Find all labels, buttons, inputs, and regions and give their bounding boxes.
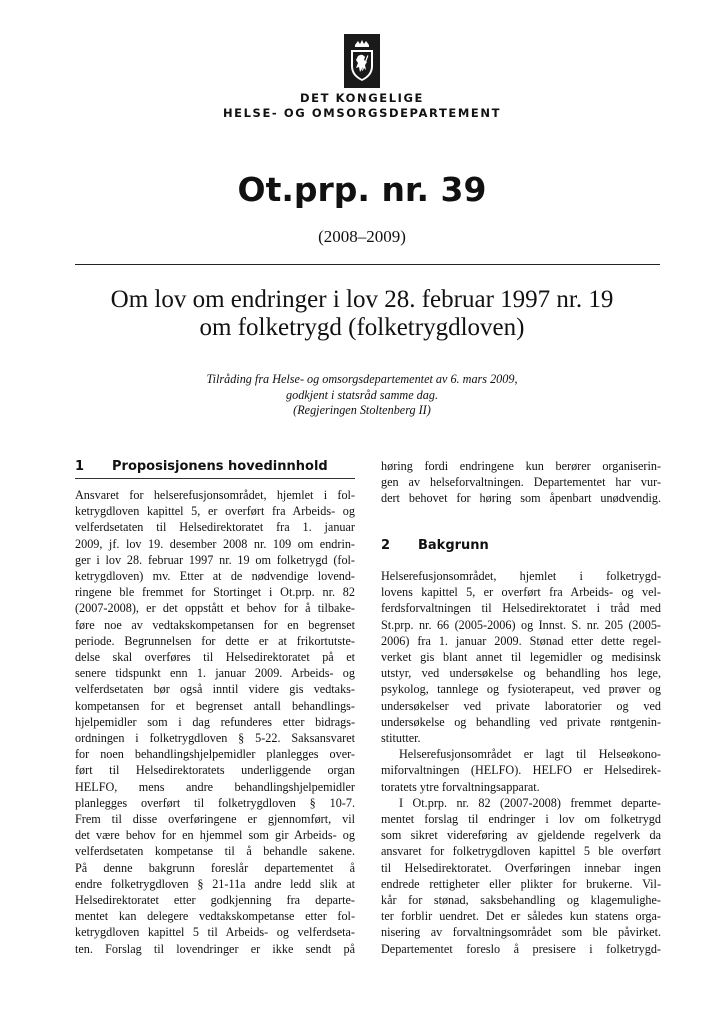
text-line: velferdsetaten til Helsedirektoratet fra 1. januar <box>75 520 355 535</box>
ministry-name-line2: HELSE- OG OMSORGSDEPARTEMENT <box>222 106 502 120</box>
ministry-name-line1: DET KONGELIGE <box>299 91 425 105</box>
text-line: planlegges overført til folketrygdloven § 10-7. <box>75 795 355 810</box>
section-1-continuation <box>381 458 661 507</box>
section-1-heading <box>75 459 328 475</box>
text-line: toratets ytre forvaltningsapparat. <box>381 779 540 794</box>
text-line: lovens kapittel 5, er overført fra Arbeids- og vel- <box>381 585 661 600</box>
text-line: Helserefusjonsområdet, hjemlet i folketrygd- <box>381 569 661 583</box>
text-line: som sikret videreføring av gjeldende regelverk da <box>381 828 661 843</box>
title-line: Om lov om endringer i lov 28. februar 1997 nr. 19 <box>110 286 614 313</box>
text-line: ordningen i folketrygdloven § 5-22. Saksansvaret <box>75 731 355 746</box>
section-1-rule <box>75 478 355 479</box>
text-line: Helserefusjonsområdet er lagt til Helseøkono- <box>399 747 661 762</box>
text-line: endrede rettigheter eller plikter for brukerne. Vil- <box>381 876 661 891</box>
text-line: mentet kan delegere vedtakskompetanse etter fol- <box>75 909 355 924</box>
text-line: undersøkelse og behandling ved private røntgenin- <box>381 714 661 729</box>
section-2-heading <box>381 538 489 554</box>
text-line: utstyr, ved undersøkelse og behandling hos lege, <box>381 666 661 681</box>
text-line: ketrygdloven kapittel 5 til Arbeids- og velferdseta- <box>75 925 355 940</box>
text-line: velferdsetaten bør også inntil videre gis vedtaks- <box>75 682 355 697</box>
document-title <box>60 286 664 342</box>
text-line: føre noe av vedtakskompetansen for en begrenset <box>75 617 355 632</box>
text-line: kår for stønad, saksbehandling og klagemulighe- <box>381 893 661 908</box>
text-line: gen av helseforvaltningen. Departementet har vur- <box>381 475 661 490</box>
text-line: ger i lov 28. februar 1997 nr. 19 om folketrygd (fol- <box>75 552 355 567</box>
tilrading-note <box>100 372 624 419</box>
text-line: til Helsedirektoratet. Overføringen innebar ingen <box>381 860 661 875</box>
text-line: ketrygdloven kapittel 5, er overført fra Arbeids- og <box>75 504 355 519</box>
text-line: Departementet foreslo å presisere i folketrygd- <box>381 941 661 956</box>
text-line: 2006) fra 1. januar 2009. Stønad etter dette regel- <box>381 633 661 648</box>
text-line: kompetansen for et begrenset antall behandlings- <box>75 698 355 713</box>
text-line: På denne bakgrunn foreslår departementet å <box>75 860 355 875</box>
title-divider <box>75 264 660 265</box>
document-number: Ot.prp. nr. 39 <box>237 170 487 209</box>
text-line: Frem til disse overføringene er gjennomført, vil <box>75 812 355 827</box>
text-line: velferdsetaten kompetanse til å behandle sakene. <box>75 844 355 859</box>
section-number: 2 <box>381 538 391 553</box>
text-line: ketrygdloven) mv. Etter at de nødvendige lovend- <box>75 569 355 584</box>
text-line: ferdsforvaltningen til Helsedirektoratet i tråd med <box>381 601 661 616</box>
text-line: St.prp. nr. 66 (2005-2006) og Innst. S. nr. 205 (2005- <box>381 617 661 632</box>
text-line: I Ot.prp. nr. 82 (2007-2008) fremmet departe- <box>399 795 661 810</box>
tilrading-line: Tilråding fra Helse- og omsorgsdepartementet av 6. mars 2009, <box>206 372 518 386</box>
section-title: Bakgrunn <box>418 538 489 553</box>
text-line: senere tidspunkt enn 1. januar 2009. Arbeids- og <box>75 666 355 681</box>
text-line: ført til Helsedirektoratets underliggende organ <box>75 763 355 778</box>
tilrading-line: godkjent i statsråd samme dag. <box>286 387 438 402</box>
tilrading-line: (Regjeringen Stoltenberg II) <box>293 403 431 417</box>
text-line: HELFO, mens andre behandlingshjelpemidler <box>75 779 355 794</box>
text-line: for noen behandlingshjelpemidler planlegges over- <box>75 747 355 762</box>
text-line: psykolog, tannlege og fysioterapeut, ved prøver og <box>381 682 661 697</box>
text-line: undersøkelser ved private laboratorier og ved <box>381 698 661 713</box>
text-line: Ansvaret for helserefusjonsområdet, hjemlet i fol- <box>75 488 355 502</box>
text-line: dert behovet for høring som åpenbart unødvendig. <box>381 491 661 506</box>
text-line: periode. Begrunnelsen for dette er at frikortutste- <box>75 633 355 648</box>
section-2-body <box>381 568 661 957</box>
text-line: Helsedirektoratet etter godkjenning fra departe- <box>75 893 355 908</box>
text-line: ter forblir uendret. Det er således kun statens orga- <box>381 909 661 924</box>
section-1-body <box>75 487 355 957</box>
text-line: verket gis blant annet til legemidler og medisinsk <box>381 650 661 665</box>
text-line: miforvaltningen (HELFO). HELFO er Helsedirek- <box>381 763 661 778</box>
text-line: høring fordi endringene kun berører organiserin- <box>381 459 661 473</box>
text-line: mentet forslag til endringer i lov om folketrygd <box>381 812 661 827</box>
norwegian-coat-of-arms-icon <box>344 34 380 88</box>
title-line: om folketrygd (folketrygdloven) <box>199 314 525 341</box>
text-line: ansvaret for folketrygdloven kapittel 5 ble overført <box>381 844 661 859</box>
text-line: endre folketrygdloven § 21-11a andre ledd slik at <box>75 876 355 891</box>
section-title: Proposisjonens hovedinnhold <box>112 459 328 474</box>
session-years: (2008–2009) <box>318 227 406 246</box>
text-line: (2007-2008), er det oppstått et behov for å tilbake- <box>75 601 355 616</box>
section-number: 1 <box>75 459 85 474</box>
text-line: ten. Forslag til lovendringer er ikke sendt på <box>75 941 355 956</box>
text-line: hjelpemidler som i dag refunderes etter bidrags- <box>75 714 355 729</box>
text-line: nisering av forvaltningsområdet som ble påvirket. <box>381 925 661 940</box>
text-line: det være behov for en hjemmel som gir Arbeids- og <box>75 828 355 843</box>
text-line: stitutter. <box>381 731 421 746</box>
text-line: delse skal overføres til Helsedirektoratet på et <box>75 650 355 665</box>
text-line: 2009, jf. lov 19. desember 2008 nr. 109 om endrin- <box>75 536 355 551</box>
text-line: ringene ble fremmet for Stortinget i Ot.prp. nr. 82 <box>75 585 355 600</box>
